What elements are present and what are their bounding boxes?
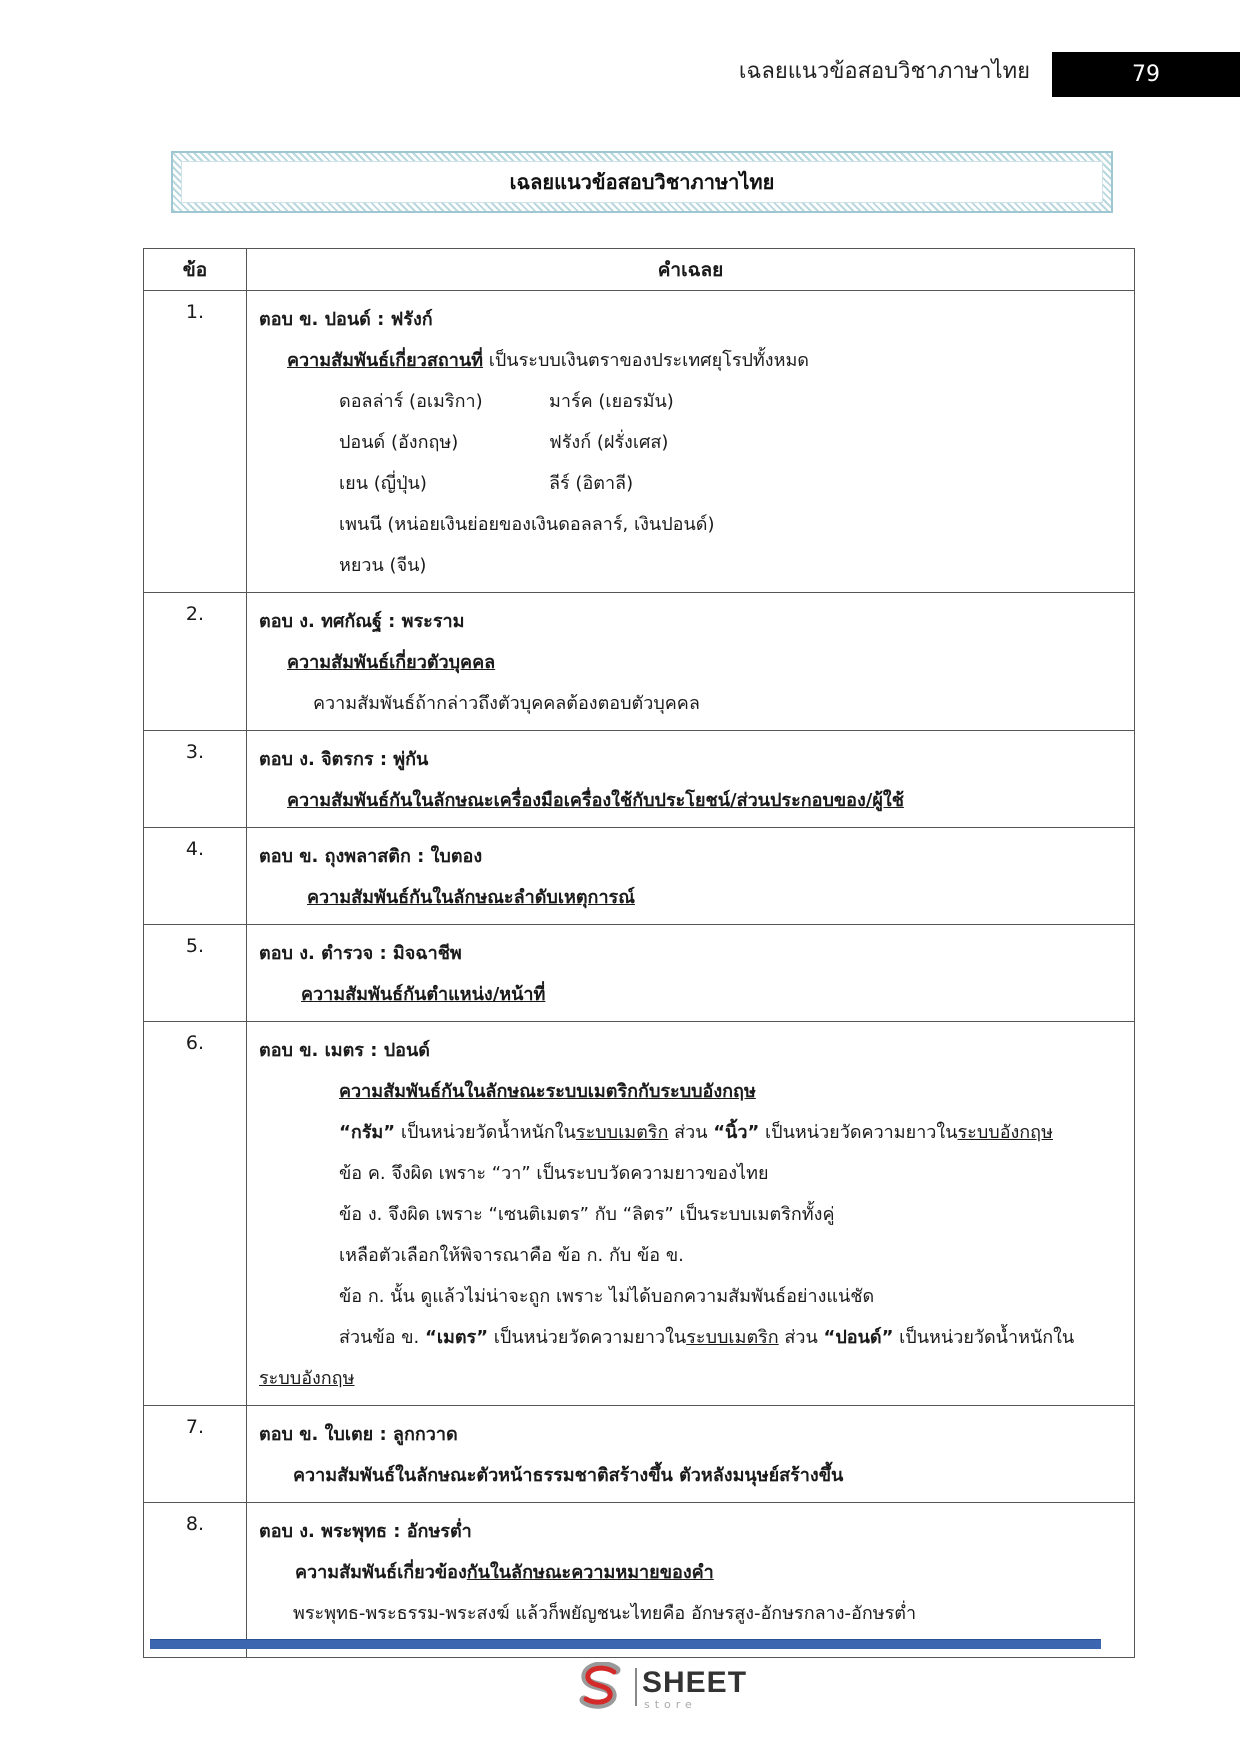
relation-title: ความสัมพันธ์กันตำแหน่ง/หน้าที่ <box>301 984 546 1005</box>
relation-rest: เป็นระบบเงินตราของประเทศยุโรปทั้งหมด <box>483 350 809 371</box>
currency-item: ปอนด์ (อังกฤษ) <box>339 432 459 453</box>
text: เป็นหน่วยวัดน้ำหนักใน <box>395 1122 576 1143</box>
explanation-line: ความสัมพันธ์ถ้ากล่าวถึงตัวบุคคลต้องตอบตัวบุคคล <box>313 693 700 714</box>
relation-line <box>259 340 1124 381</box>
table-row <box>144 1022 1135 1406</box>
table-row <box>144 1503 1135 1658</box>
text: เป็นหน่วยวัดความยาวใน <box>759 1122 958 1143</box>
answer-cell <box>247 291 1135 593</box>
text: ส่วนข้อ ข. <box>339 1327 425 1348</box>
header-title: เฉลยแนวข้อสอบวิชาภาษาไทย <box>738 59 1030 84</box>
answer-line: ตอบ ง. ตำรวจ : มิจฉาชีพ <box>259 943 462 964</box>
answer-cell <box>247 593 1135 731</box>
row-number: 8. <box>144 1503 247 1658</box>
currency-item: ลีร์ (อิตาลี) <box>549 473 634 494</box>
col-header-answer: คำเฉลย <box>247 249 1135 291</box>
row-number: 3. <box>144 731 247 828</box>
table-row <box>144 1406 1135 1503</box>
answer-line: ตอบ ข. ถุงพลาสติก : ใบตอง <box>259 846 483 867</box>
relation-title: ความสัมพันธ์ในลักษณะตัวหน้าธรรมชาติสร้างขึ้น ตัวหลังมนุษย์สร้างขึ้น <box>293 1465 844 1486</box>
row-number: 6. <box>144 1022 247 1406</box>
table-row <box>144 291 1135 593</box>
answer-cell <box>247 731 1135 828</box>
currency-item: หยวน (จีน) <box>339 555 427 576</box>
text: เป็นหน่วยวัดน้ำหนักใน <box>893 1327 1075 1348</box>
explanation-line: ข้อ ค. จึงผิด เพราะ “วา” เป็นระบบวัดความยาวของไทย <box>339 1163 769 1184</box>
footer-bar <box>150 1639 1101 1649</box>
relation-title: ความสัมพันธ์กันในลักษณะระบบเมตริกกับระบบอังกฤษ <box>339 1081 756 1102</box>
logo-divider <box>635 1668 637 1706</box>
page-number: 79 <box>1052 52 1240 97</box>
answer-cell <box>247 828 1135 925</box>
currency-pair <box>259 381 1124 422</box>
answer-cell <box>247 1503 1135 1658</box>
answer-table <box>143 248 1135 1658</box>
currency-item: ฟรังก์ (ฝรั่งเศส) <box>549 432 669 453</box>
answer-cell <box>247 925 1135 1022</box>
answer-line: ตอบ ข. เมตร : ปอนด์ <box>259 1040 430 1061</box>
currency-pair <box>259 463 1124 504</box>
logo-text: SHEET <box>642 1666 748 1699</box>
explanation-line: เหลือตัวเลือกให้พิจารณาคือ ข้อ ก. กับ ข้อ ข. <box>339 1245 684 1266</box>
term: ระบบเมตริก <box>686 1327 779 1348</box>
term: ระบบเมตริก <box>575 1122 669 1143</box>
answer-line: ตอบ ง. ทศกัณฐ์ : พระราม <box>259 611 465 632</box>
answer-cell <box>247 1406 1135 1503</box>
relation-title: ความสัมพันธ์กันในลักษณะเครื่องมือเครื่องใช้กับประโยชน์/ส่วนประกอบของ/ผู้ใช้ <box>287 790 904 811</box>
term: “เมตร” <box>424 1327 489 1348</box>
text: เป็นหน่วยวัดความยาวใน <box>488 1327 687 1348</box>
col-header-no: ข้อ <box>144 249 247 291</box>
answer-line: ตอบ ข. ใบเตย : ลูกกวาด <box>259 1424 458 1445</box>
explanation-line: ข้อ ง. จึงผิด เพราะ “เซนติเมตร” กับ “ลิตร” เป็นระบบเมตริกทั้งคู่ <box>339 1204 835 1225</box>
explanation-line: ข้อ ก. นั้น ดูแล้วไม่น่าจะถูก เพราะ ไม่ได้บอกความสัมพันธ์อย่างแน่ชัด <box>339 1286 875 1307</box>
term: “ปอนด์” <box>823 1327 894 1348</box>
term: “นิ้ว” <box>713 1122 760 1143</box>
relation-title: ความสัมพันธ์เกี่ยวตัวบุคคล <box>287 652 496 673</box>
row-number: 5. <box>144 925 247 1022</box>
text: ส่วน <box>778 1327 824 1348</box>
text: ส่วน <box>668 1122 714 1143</box>
table-header-row <box>144 249 1135 291</box>
relation-title: ความสัมพันธ์กันในลักษณะลำดับเหตุการณ์ <box>307 887 635 908</box>
currency-item: มาร์ค (เยอรมัน) <box>549 391 674 412</box>
title-banner <box>171 151 1113 213</box>
s-logo-icon <box>576 1662 630 1712</box>
banner-title: เฉลยแนวข้อสอบวิชาภาษาไทย <box>181 161 1103 203</box>
answer-line: ตอบ ข. ปอนด์ : ฟรังก์ <box>259 309 433 330</box>
relation-title-underlined: กันในลักษณะความหมายของคำ <box>466 1562 714 1583</box>
currency-item: เพนนี (หน่อยเงินย่อยของเงินดอลลาร์, เงินปอนด์) <box>339 514 715 535</box>
table-row <box>144 731 1135 828</box>
row-number: 1. <box>144 291 247 593</box>
row-number: 7. <box>144 1406 247 1503</box>
sheet-store-logo <box>576 1662 746 1712</box>
term: “กรัม” <box>339 1122 396 1143</box>
explanation-line: ระบบอังกฤษ <box>259 1368 355 1389</box>
relation-title: ความสัมพันธ์เกี่ยวข้อง <box>295 1562 467 1583</box>
answer-line: ตอบ ง. พระพุทธ : อักษรต่ำ <box>259 1521 472 1542</box>
relation-title: ความสัมพันธ์เกี่ยวสถานที่ <box>287 350 483 371</box>
table-row <box>144 593 1135 731</box>
term: ระบบอังกฤษ <box>957 1122 1053 1143</box>
answer-line: ตอบ ง. จิตรกร : พู่กัน <box>259 749 429 770</box>
table-row <box>144 925 1135 1022</box>
explanation-line <box>259 1112 1124 1153</box>
explanation-line: พระพุทธ-พระธรรม-พระสงฆ์ แล้วก็พยัญชนะไทยคือ อักษรสูง-อักษรกลาง-อักษรต่ำ <box>293 1603 917 1624</box>
currency-item: ดอลล่าร์ (อเมริกา) <box>339 391 483 412</box>
row-number: 4. <box>144 828 247 925</box>
answer-cell <box>247 1022 1135 1406</box>
row-number: 2. <box>144 593 247 731</box>
table-row <box>144 828 1135 925</box>
explanation-line <box>259 1317 1124 1358</box>
currency-pair <box>259 422 1124 463</box>
relation-line <box>259 1552 1124 1593</box>
currency-item: เยน (ญี่ปุ่น) <box>339 473 427 494</box>
logo-subtext: store <box>644 1698 697 1711</box>
